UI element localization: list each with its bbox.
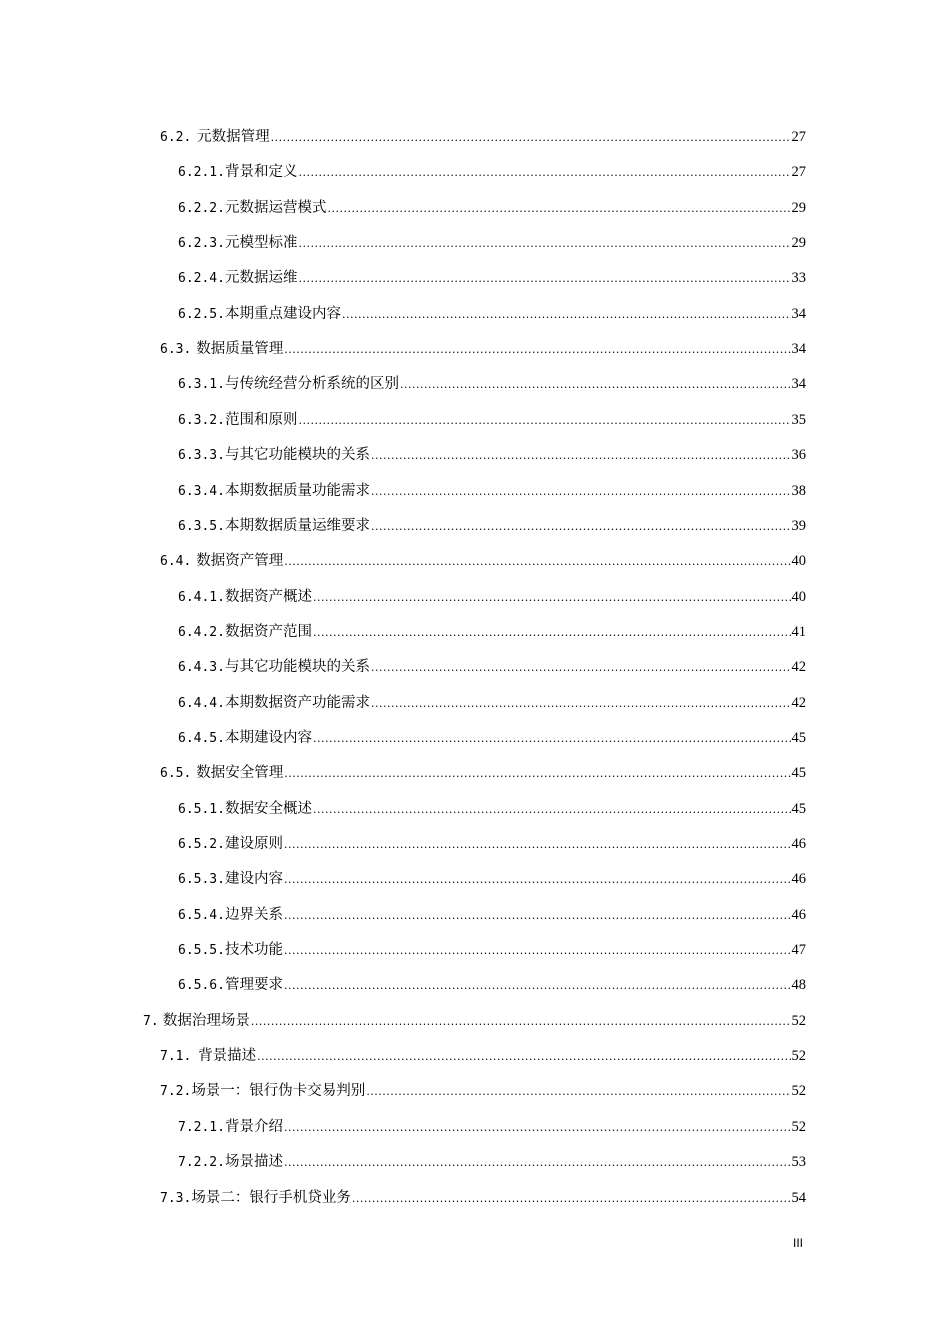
toc-leader-dots <box>327 197 790 221</box>
toc-entry-number: 7.2.2. <box>178 1155 225 1171</box>
toc-entry-title: 背景和定义 <box>224 164 298 181</box>
toc-leader-dots <box>271 126 791 150</box>
toc-leader-dots <box>298 161 790 185</box>
toc-entry-title: 与其它功能模块的关系 <box>224 447 370 464</box>
toc-leader-dots <box>371 515 791 539</box>
toc-leader-dots <box>284 833 791 857</box>
toc-entry[interactable] <box>178 620 806 644</box>
toc-entry[interactable] <box>160 125 806 149</box>
toc-entry-number: 7.2.1. <box>178 1119 225 1135</box>
toc-entry-number: 6.2.4. <box>178 271 225 287</box>
toc-entry-title: 数据质量管理 <box>196 341 284 358</box>
toc-entry-number: 6.3.2. <box>178 412 225 428</box>
toc-entry-number: 6.4.3. <box>178 660 225 676</box>
toc-entry[interactable] <box>178 691 806 715</box>
toc-entry-title: 范围和原则 <box>224 411 298 428</box>
toc-entry-page: 46 <box>791 906 806 923</box>
toc-entry-number: 6.3.4. <box>178 483 225 499</box>
toc-entry[interactable] <box>178 726 806 750</box>
toc-entry[interactable] <box>178 867 806 891</box>
toc-entry-number: 6.5.6. <box>178 978 225 994</box>
toc-entry[interactable] <box>160 549 806 573</box>
toc-entry[interactable] <box>178 160 806 184</box>
toc-entry-number: 6.4.1. <box>178 589 225 605</box>
toc-entry-number: 7.1. <box>160 1049 192 1065</box>
toc-entry-title: 场景描述 <box>224 1154 283 1171</box>
toc-entry-page: 29 <box>791 235 806 252</box>
toc-entry-number: 7.3. <box>160 1190 192 1206</box>
toc-entry-title: 元数据运营模式 <box>224 199 327 216</box>
toc-entry-number: 6.4.5. <box>178 730 225 746</box>
toc-entry[interactable] <box>160 337 806 361</box>
toc-leader-dots <box>313 621 791 645</box>
toc-entry[interactable] <box>178 231 806 255</box>
toc-entry-title: 边界关系 <box>224 906 283 923</box>
toc-leader-dots <box>251 1010 791 1034</box>
toc-entry-title: 元模型标准 <box>224 235 298 252</box>
toc-leader-dots <box>352 1187 791 1211</box>
toc-entry-title: 背景介绍 <box>224 1118 283 1135</box>
toc-leader-dots <box>371 692 791 716</box>
toc-entry-number: 6.3. <box>160 342 192 358</box>
toc-entry[interactable] <box>178 1115 806 1139</box>
toc-entry-page: 38 <box>791 482 806 499</box>
toc-entry[interactable] <box>178 797 806 821</box>
toc-entry[interactable] <box>178 1150 806 1174</box>
toc-entry[interactable] <box>160 761 806 785</box>
toc-entry-number: 6.2.3. <box>178 236 225 252</box>
toc-entry-title: 数据治理场景 <box>162 1012 250 1029</box>
toc-leader-dots <box>298 409 790 433</box>
toc-entry-page: 29 <box>791 199 806 216</box>
toc-leader-dots <box>284 1116 791 1140</box>
toc-entry-title: 元数据运维 <box>224 270 298 287</box>
toc-leader-dots <box>298 232 790 256</box>
toc-entry[interactable] <box>160 1186 806 1210</box>
toc-entry[interactable] <box>178 408 806 432</box>
toc-entry-number: 7.2. <box>160 1084 192 1100</box>
toc-entry-page: 42 <box>791 694 806 711</box>
toc-leader-dots <box>284 939 791 963</box>
toc-entry-title: 建设原则 <box>224 836 283 852</box>
toc-entry[interactable] <box>178 655 806 679</box>
toc-entry-title: 场景二：银行手机贷业务 <box>191 1189 351 1206</box>
toc-leader-dots <box>400 373 791 397</box>
toc-entry[interactable] <box>178 938 806 962</box>
toc-entry-page: 34 <box>791 376 806 393</box>
toc-entry-page: 36 <box>791 447 806 464</box>
toc-entry-page: 48 <box>791 977 806 994</box>
toc-entry-page: 40 <box>791 553 806 570</box>
toc-leader-dots <box>284 868 791 892</box>
toc-entry-page: 46 <box>791 871 806 888</box>
toc-entry[interactable] <box>178 196 806 220</box>
toc-entry-page: 34 <box>791 341 806 358</box>
toc-entry[interactable] <box>178 443 806 467</box>
toc-entry-title: 本期数据质量功能需求 <box>224 482 370 499</box>
toc-entry[interactable] <box>178 585 806 609</box>
toc-entry-number: 6.2.2. <box>178 200 225 216</box>
toc-entry[interactable] <box>178 973 806 997</box>
toc-entry-page: 33 <box>791 270 806 287</box>
toc-entry-page: 52 <box>791 1048 806 1065</box>
toc-entry[interactable] <box>178 266 806 290</box>
toc-entry[interactable] <box>178 479 806 503</box>
toc-entry-number: 6.3.1. <box>178 377 225 393</box>
toc-entry-page: 46 <box>791 836 806 852</box>
toc-leader-dots <box>284 904 791 928</box>
toc-leader-dots <box>284 1151 791 1175</box>
toc-leader-dots <box>284 974 791 998</box>
toc-entry-title: 数据安全概述 <box>224 800 312 817</box>
toc-entry-number: 6.5. <box>160 766 192 782</box>
toc-entry-number: 6.5.5. <box>178 943 225 959</box>
toc-entry-title: 建设内容 <box>224 871 283 888</box>
toc-entry-number: 6.5.4. <box>178 907 225 923</box>
toc-entry-title: 元数据管理 <box>197 129 270 145</box>
toc-entry-page: 27 <box>791 164 806 181</box>
toc-entry-title: 数据资产范围 <box>224 623 312 640</box>
toc-entry-number: 6.4.4. <box>178 695 225 711</box>
toc-entry-number: 6.5.2. <box>178 837 225 852</box>
toc-entry-title: 与其它功能模块的关系 <box>224 659 370 676</box>
toc-leader-dots <box>284 762 790 786</box>
toc-leader-dots <box>298 267 790 291</box>
toc-entry-title: 数据资产管理 <box>196 553 284 570</box>
toc-leader-dots <box>313 727 791 751</box>
toc-entry-number: 6.2. <box>160 130 192 145</box>
toc-entry-number: 6.5.3. <box>178 872 225 888</box>
toc-entry-title: 背景描述 <box>198 1048 257 1065</box>
toc-entry-page: 27 <box>791 129 806 145</box>
toc-entry-page: 39 <box>791 517 806 534</box>
toc-entry[interactable] <box>143 1009 806 1033</box>
toc-entry-title: 本期建设内容 <box>224 729 312 746</box>
toc-entry-title: 本期数据质量运维要求 <box>224 517 370 534</box>
toc-leader-dots <box>371 444 791 468</box>
toc-leader-dots <box>371 656 791 680</box>
toc-entry-page: 35 <box>791 411 806 428</box>
toc-entry-page: 47 <box>791 942 806 959</box>
toc-entry[interactable] <box>178 903 806 927</box>
toc-entry-number: 6.5.1. <box>178 801 225 817</box>
toc-entry-page: 40 <box>791 588 806 605</box>
toc-entry-page: 34 <box>791 305 806 322</box>
toc-entry-page: 45 <box>791 800 806 817</box>
toc-entry-page: 52 <box>791 1118 806 1135</box>
toc-entry-number: 6.3.3. <box>178 448 225 464</box>
toc-entry-title: 数据资产概述 <box>224 588 312 605</box>
page-number: III <box>793 1236 804 1250</box>
toc-leader-dots <box>313 586 791 610</box>
toc-leader-dots <box>257 1045 790 1069</box>
toc-entry-number: 6.2.1. <box>178 165 225 181</box>
toc-entry-page: 52 <box>791 1012 806 1029</box>
toc-entry[interactable] <box>178 372 806 396</box>
toc-entry-page: 54 <box>791 1189 806 1206</box>
toc-entry-title: 技术功能 <box>224 942 283 959</box>
toc-entry-title: 数据安全管理 <box>196 765 284 782</box>
toc-leader-dots <box>284 338 790 362</box>
toc-leader-dots <box>313 798 791 822</box>
toc-entry-page: 52 <box>791 1083 806 1100</box>
toc-entry-number: 6.4.2. <box>178 624 225 640</box>
toc-entry[interactable] <box>178 514 806 538</box>
toc-leader-dots <box>371 480 791 504</box>
toc-entry-title: 管理要求 <box>224 977 283 994</box>
toc-entry[interactable] <box>178 832 806 856</box>
toc-entry[interactable] <box>178 302 806 326</box>
toc-entry-title: 与传统经营分析系统的区别 <box>224 376 399 393</box>
toc-leader-dots <box>284 550 790 574</box>
toc-leader-dots <box>366 1080 790 1104</box>
toc-entry[interactable] <box>160 1079 806 1103</box>
toc-entry-page: 45 <box>791 729 806 746</box>
toc-entry-number: 6.2.5. <box>178 306 225 322</box>
toc-entry-title: 本期重点建设内容 <box>224 305 341 322</box>
toc-entry-page: 53 <box>791 1154 806 1171</box>
toc-entry-page: 41 <box>791 623 806 640</box>
toc-entry[interactable] <box>160 1044 806 1068</box>
toc-entry-title: 场景一：银行伪卡交易判别 <box>191 1083 366 1100</box>
toc-entry-number: 7. <box>143 1013 159 1029</box>
toc-entry-title: 本期数据资产功能需求 <box>224 694 370 711</box>
toc-entry-number: 6.4. <box>160 554 192 570</box>
toc-leader-dots <box>342 303 791 327</box>
toc-entry-number: 6.3.5. <box>178 518 225 534</box>
toc-entry-page: 42 <box>791 659 806 676</box>
toc-entry-page: 45 <box>791 765 806 782</box>
